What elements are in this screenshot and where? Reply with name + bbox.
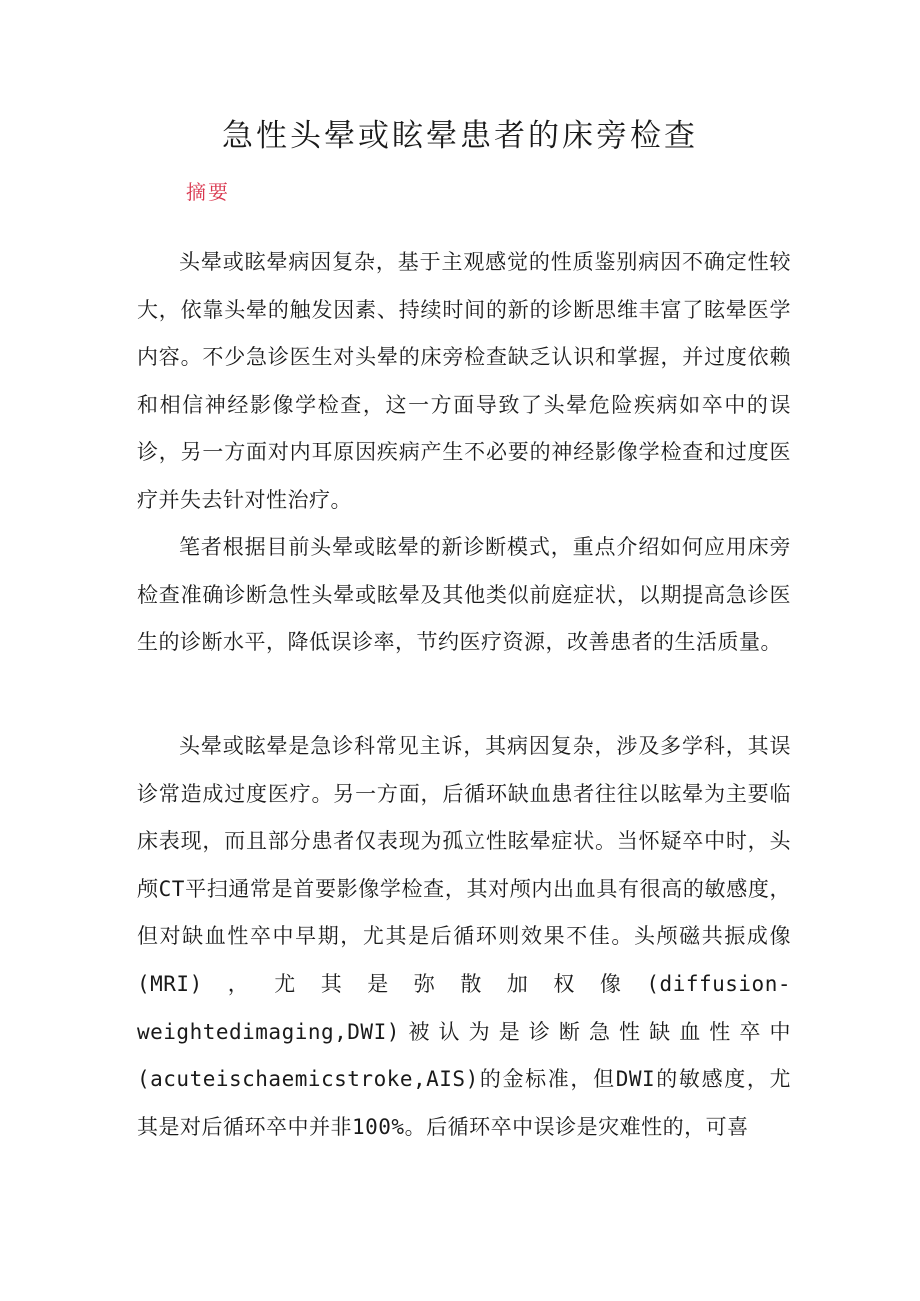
paragraph-2: 笔者根据目前头晕或眩晕的新诊断模式，重点介绍如何应用床旁检查准确诊断急性头晕或眩晕及其他类似前庭症状，以期提高急诊医生的诊断水平，降低误诊率，节约医疗资源，改善患者的生活质量。 bbox=[137, 535, 791, 655]
document-title: 急性头晕或眩晕患者的床旁检查 bbox=[222, 118, 698, 154]
abstract-body bbox=[137, 239, 791, 525]
abstract-label: 摘要 bbox=[186, 180, 230, 204]
main-body bbox=[137, 723, 791, 1151]
abstract-body-continued bbox=[137, 524, 791, 667]
paragraph-1: 头晕或眩晕病因复杂，基于主观感觉的性质鉴别病因不确定性较大，依靠头晕的触发因素、持续时间的新的诊断思维丰富了眩晕医学内容。不少急诊医生对头晕的床旁检查缺乏认识和掌握，并过度依赖和相信神经影像学检查，这一方面导致了头晕危险疾病如卒中的误诊，另一方面对内耳原因疾病产生不必要的神经影像学检查和过度医疗并失去针对性治疗。 bbox=[137, 250, 791, 512]
paragraph-3: 头晕或眩晕是急诊科常见主诉，其病因复杂，涉及多学科，其误诊常造成过度医疗。另一方面，后循环缺血患者往往以眩晕为主要临床表现，而且部分患者仅表现为孤立性眩晕症状。当怀疑卒中时，头颅CT平扫通常是首要影像学检查，其对颅内出血具有很高的敏感度，但对缺血性卒中早期，尤其是后循环则效果不佳。头颅磁共振成像(MRI)，尤其是弥散加权像(diffusion-weightedimaging,DWI)被认为是诊断急性缺血性卒中(acuteischaemicstroke,AIS)的金标准，但DWI的敏感度，尤其是对后循环卒中并非100%。后循环卒中误诊是灾难性的，可喜 bbox=[137, 734, 791, 1139]
